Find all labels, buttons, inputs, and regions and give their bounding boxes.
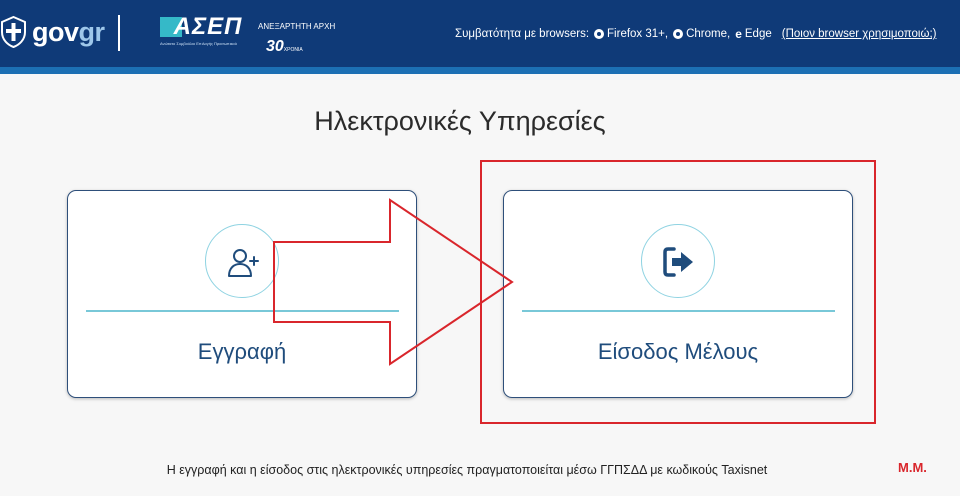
asep-anniversary <box>266 39 303 58</box>
add-user-icon <box>226 245 260 279</box>
chrome-icon <box>673 29 683 39</box>
header-stripe <box>0 67 960 74</box>
browser-compatibility <box>455 26 936 42</box>
author-initials: Μ.Μ. <box>898 460 927 475</box>
which-browser-link[interactable]: (Ποιον browser χρησιμοποιώ;) <box>781 28 937 40</box>
asep-years-suffix: ΧΡΟΝΙΑ <box>283 47 303 53</box>
browser-edge: Edge <box>744 28 772 40</box>
firefox-icon <box>594 29 604 39</box>
gov-logo-main: gov <box>32 17 79 47</box>
greek-emblem-icon <box>0 16 27 48</box>
asep-subtitle: Ανώτατο Συμβούλιο Επιλογής Προσωπικού <box>160 41 237 46</box>
asep-descriptor: ΑΝΕΞΑΡΤΗΤΗ ΑΡΧΗ <box>258 22 336 31</box>
gov-logo-accent: gr <box>78 17 105 47</box>
page-title: Ηλεκτρονικές Υπηρεσίες <box>314 106 606 136</box>
browser-firefox: Firefox 31+, <box>607 28 669 40</box>
register-card-label: Εγγραφή <box>197 339 287 364</box>
register-icon-circle <box>205 224 279 298</box>
header-divider <box>118 15 120 51</box>
asep-years-number: 30 <box>266 38 284 55</box>
top-header <box>0 0 960 67</box>
asep-logo[interactable] <box>160 13 336 55</box>
edge-icon: e <box>735 27 742 41</box>
highlight-box <box>480 160 876 424</box>
gov-gr-logo[interactable] <box>32 15 105 49</box>
asep-wordmark <box>160 15 256 39</box>
footer-note: Η εγγραφή και η είσοδος στις ηλεκτρονικές υπηρεσίες πραγματοποιείται μέσω ΓΓΠΣΔΔ με κωδικούς Taxisnet <box>166 463 768 477</box>
login-card-label: Είσοδος Μέλους <box>597 339 759 364</box>
asep-mark-text: ΑΣΕΠ <box>173 13 243 40</box>
browser-chrome: Chrome, <box>686 28 731 40</box>
compatibility-label: Συμβατότητα με browsers: <box>455 28 590 40</box>
